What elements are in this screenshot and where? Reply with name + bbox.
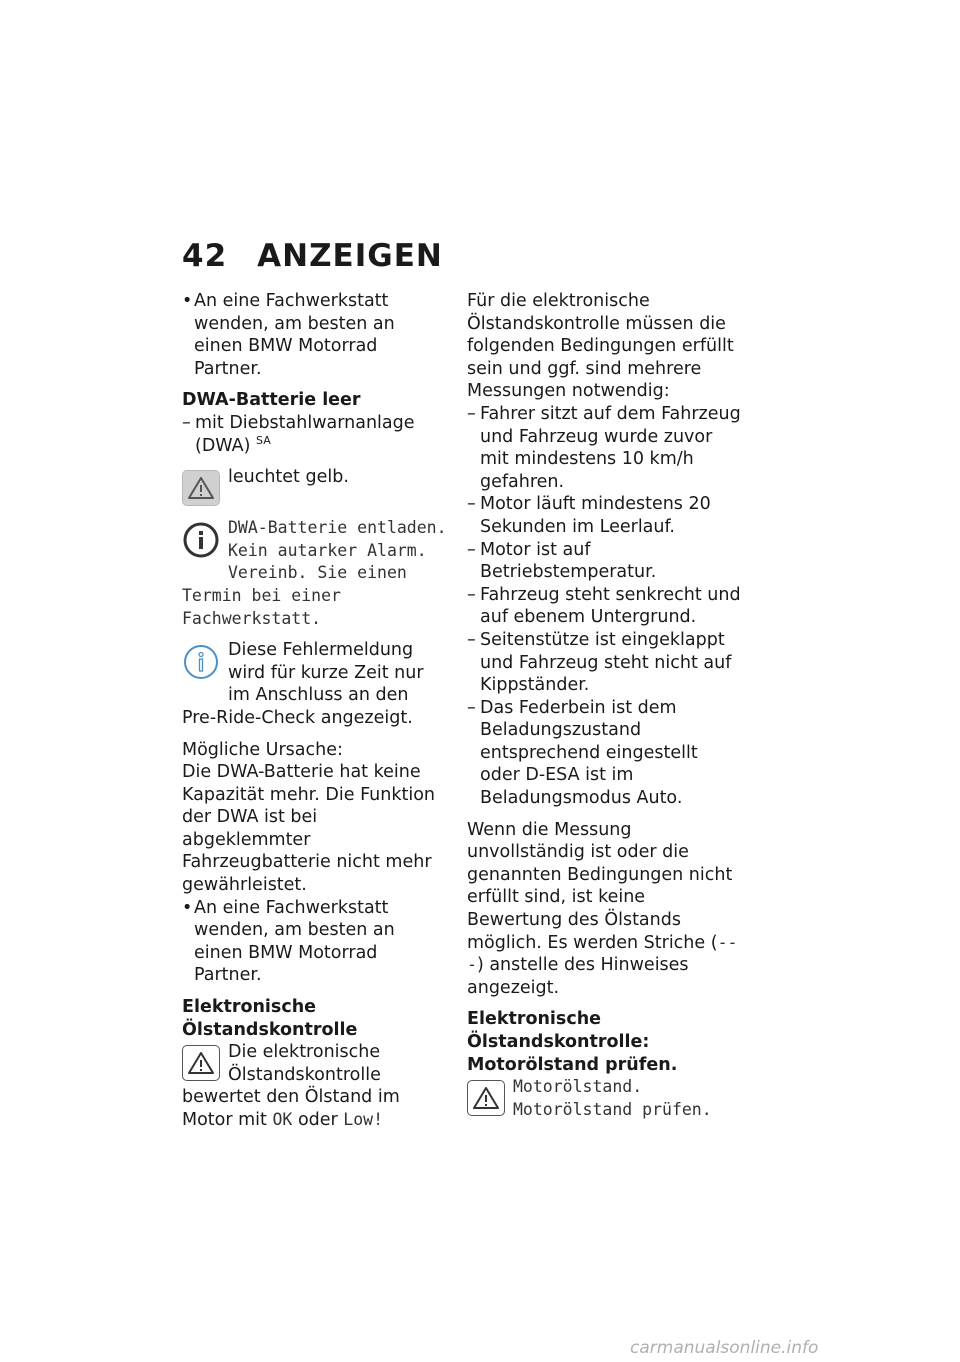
list-item: – Motor ist auf Betriebstemperatur. [467,539,742,584]
warning-light-row [182,466,448,508]
dwa-display-message: DWA-Batterie entladen. Kein autarker Alarm. Vereinb. Sie einen Termin bei einer Fachwerkstatt. [182,518,447,628]
warning-light-text: leuchtet gelb. [228,467,349,488]
list-item: • An eine Fachwerkstatt wenden, am besten an einen BMW Motorrad Partner. [182,897,448,987]
info-icon [182,521,220,559]
list-item: – Seitenstütze ist eingeklappt und Fahrzeug steht nicht auf Kippständer. [467,629,742,697]
watermark: carmanualsonline.info [630,1338,819,1358]
check-message-row [467,1076,742,1121]
list-item: – Das Federbein ist dem Beladungszustand entsprechend eingestellt oder D-ESA ist im Beladungsmodus Auto. [467,697,742,810]
list-item: – Motor läuft mindestens 20 Sekunden im Leerlauf. [467,493,742,538]
oil-value-ok: OK [272,1110,293,1129]
left-column [182,290,448,1132]
right-column [467,290,742,1121]
dwa-condition: – mit Diebstahlwarnanlage (DWA) $^{SA}$ [182,412,448,457]
oil-description-row [182,1041,448,1131]
dwa-heading: DWA-Batterie leer [182,390,361,411]
check-heading: Elektronische Ölstandskontrolle: [467,1009,650,1052]
page-number: 42 [182,238,228,274]
info-note-row [182,639,448,729]
oil-value-low: Low! [343,1110,384,1129]
info-note-text: Diese Fehlermeldung wird für kurze Zeit nur im Anschluss an den Pre-Ride-Check angezeigt. [182,640,424,728]
list-item: – Fahrzeug steht senkrecht und auf ebenem Untergrund. [467,584,742,629]
warning-triangle-icon [182,470,220,506]
oil-description: Die elektronische Ölstandskontrolle bewertet den Ölstand im Motor mit OK oder Low! [182,1042,400,1130]
chapter-title: ANZEIGEN [257,238,443,274]
dashes-display: --- [467,932,738,975]
cause-text: Die DWA-Batterie hat keine Kapazität mehr. Die Funktion der DWA ist bei abgeklemmter Fahrzeugbatterie nicht mehr gewährleistet. [182,762,436,896]
oil-check-message: Motorölstand. Motorölstand prüfen. [513,1077,712,1119]
list-item: – Fahrer sitzt auf dem Fahrzeug und Fahrzeug wurde zuvor mit mindestens 10 km/h gefahren. [467,403,742,493]
display-message-row [182,517,448,630]
warning-triangle-icon [182,1045,220,1081]
warning-triangle-icon [467,1080,505,1116]
conditions-intro: Für die elektronische Ölstandskontrolle müssen die folgenden Bedingungen erfüllt sein und ggf. sind mehrere Messungen notwendig: [467,291,734,402]
list-item: • An eine Fachwerkstatt wenden, am besten an einen BMW Motorrad Partner. [182,290,448,380]
check-subheading: Motorölstand prüfen. [467,1054,678,1075]
sa-superscript: SA [256,433,271,447]
page-header [182,238,443,274]
info-note-icon [182,643,220,681]
oil-heading: Elektronische Ölstandskontrolle [182,997,358,1040]
incomplete-measurement-text: Wenn die Messung unvollständig ist oder die genannten Bedingungen nicht erfüllt sind, ist keine Bewertung des Ölstands möglich. Es werden Striche (---) anstelle des Hinweises angezeigt. [467,819,738,998]
cause-label: Mögliche Ursache: [182,739,343,760]
